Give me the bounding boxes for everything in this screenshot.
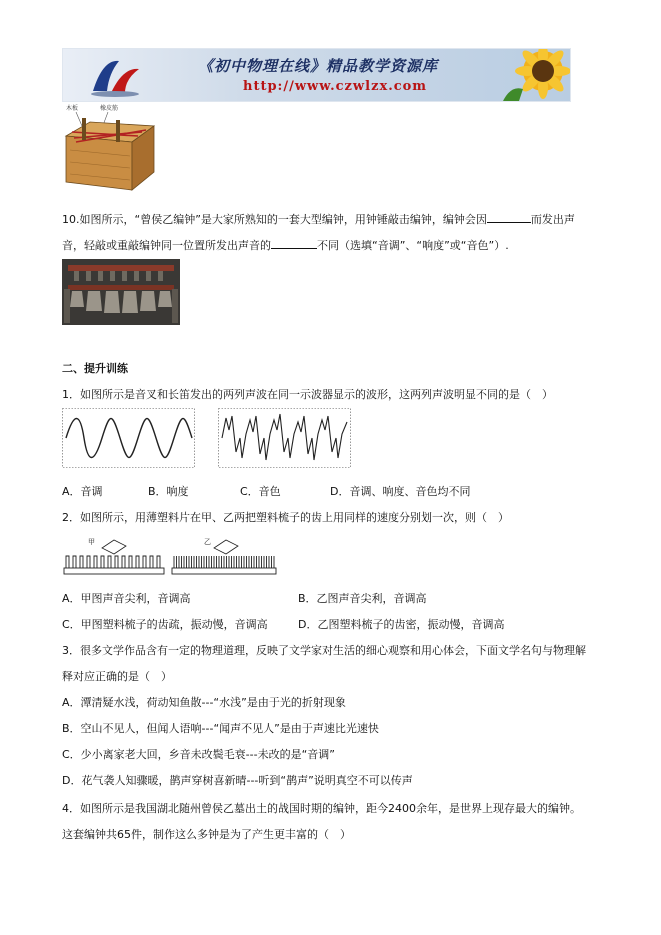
q2-option-b[interactable]: B．乙图声音尖利，音调高 <box>298 592 427 605</box>
q10-text-1a: 10.如图所示，“曾侯乙编钟”是大家所熟知的一套大型编钟，用钟锤敲击编钟，编钟会因 <box>62 213 487 226</box>
q4-stem-line2: 这套编钟共65件，制作这么多钟是为了产生更丰富的（ ） <box>62 828 351 841</box>
q3-stem-line1: 3．很多文学作品含有一定的物理道理，反映了文学家对生活的细心观察和用心体会，下面文学名句与物理解 <box>62 644 586 657</box>
q1-option-a[interactable]: A．音调 <box>62 485 103 498</box>
logo-icon <box>85 53 143 97</box>
q10-line2 <box>62 237 509 253</box>
header-banner <box>62 48 571 102</box>
figure-label-left: 木板 <box>66 105 79 112</box>
q2-option-c[interactable]: C．甲图塑料梳子的齿疏，振动慢，音调高 <box>62 618 268 631</box>
combs-figure <box>62 534 332 576</box>
q10-line1 <box>62 211 575 227</box>
banner-title: 《初中物理在线》精品教学资源库 <box>198 57 439 75</box>
figure-label-right: 橡皮筋 <box>100 105 119 112</box>
q2-option-a[interactable]: A．甲图声音尖利，音调高 <box>62 592 191 605</box>
comb-label-yi: 乙 <box>204 538 211 546</box>
q1-option-d[interactable]: D．音调、响度、音色均不同 <box>330 485 471 498</box>
q10-text-2a: 音，轻敲或重敲编钟同一位置所发出声音的 <box>62 239 271 252</box>
q3-option-c[interactable]: C．少小离家老大回，乡音未改鬓毛衰---未改的是“音调” <box>62 748 335 761</box>
tuning-fork-waveform <box>62 408 195 468</box>
q3-option-b[interactable]: B．空山不见人，但闻人语响---“闻声不见人”是由于声速比光速快 <box>62 722 379 735</box>
q1-option-c[interactable]: C．音色 <box>240 485 281 498</box>
section-title: 二、提升训练 <box>62 362 128 375</box>
q4-stem-line1: 4．如图所示是我国湖北随州曾侯乙墓出土的战国时期的编钟，距今2400余年，是世界上现存最大的编钟。 <box>62 802 581 815</box>
comb-label-jia: 甲 <box>88 538 95 546</box>
bianzhong-photo <box>62 259 180 325</box>
q2-option-d[interactable]: D．乙图塑料梳子的齿密，振动慢，音调高 <box>298 618 505 631</box>
q3-stem-line2: 释对应正确的是（ ） <box>62 670 172 683</box>
q3-option-a[interactable]: A．潭清疑水浅，荷动知鱼散---“水浅”是由于光的折射现象 <box>62 696 346 709</box>
q10-blank-1[interactable] <box>487 211 531 223</box>
rubber-band-box-figure <box>62 102 158 194</box>
q1-stem: 1．如图所示是音叉和长笛发出的两列声波在同一示波器显示的波形，这两列声波明显不同的是（ ） <box>62 388 553 401</box>
flute-waveform <box>218 408 351 468</box>
q10-blank-2[interactable] <box>271 237 317 249</box>
banner-url[interactable]: http://www.czwlzx.com <box>243 79 428 94</box>
q2-stem: 2．如图所示，用薄塑料片在甲、乙两把塑料梳子的齿上用同样的速度分别划一次，则（ ） <box>62 511 509 524</box>
q10-text-1b: 而发出声 <box>530 213 575 226</box>
sunflower-icon <box>493 49 570 101</box>
q1-option-b[interactable]: B．响度 <box>148 485 189 498</box>
q3-option-d[interactable]: D．花气袭人知骤暖，鹊声穿树喜新晴---听到“鹊声”说明真空不可以传声 <box>62 774 413 787</box>
q10-text-2b: 不同（选填“音调”、“响度”或“音色”）. <box>317 239 509 252</box>
